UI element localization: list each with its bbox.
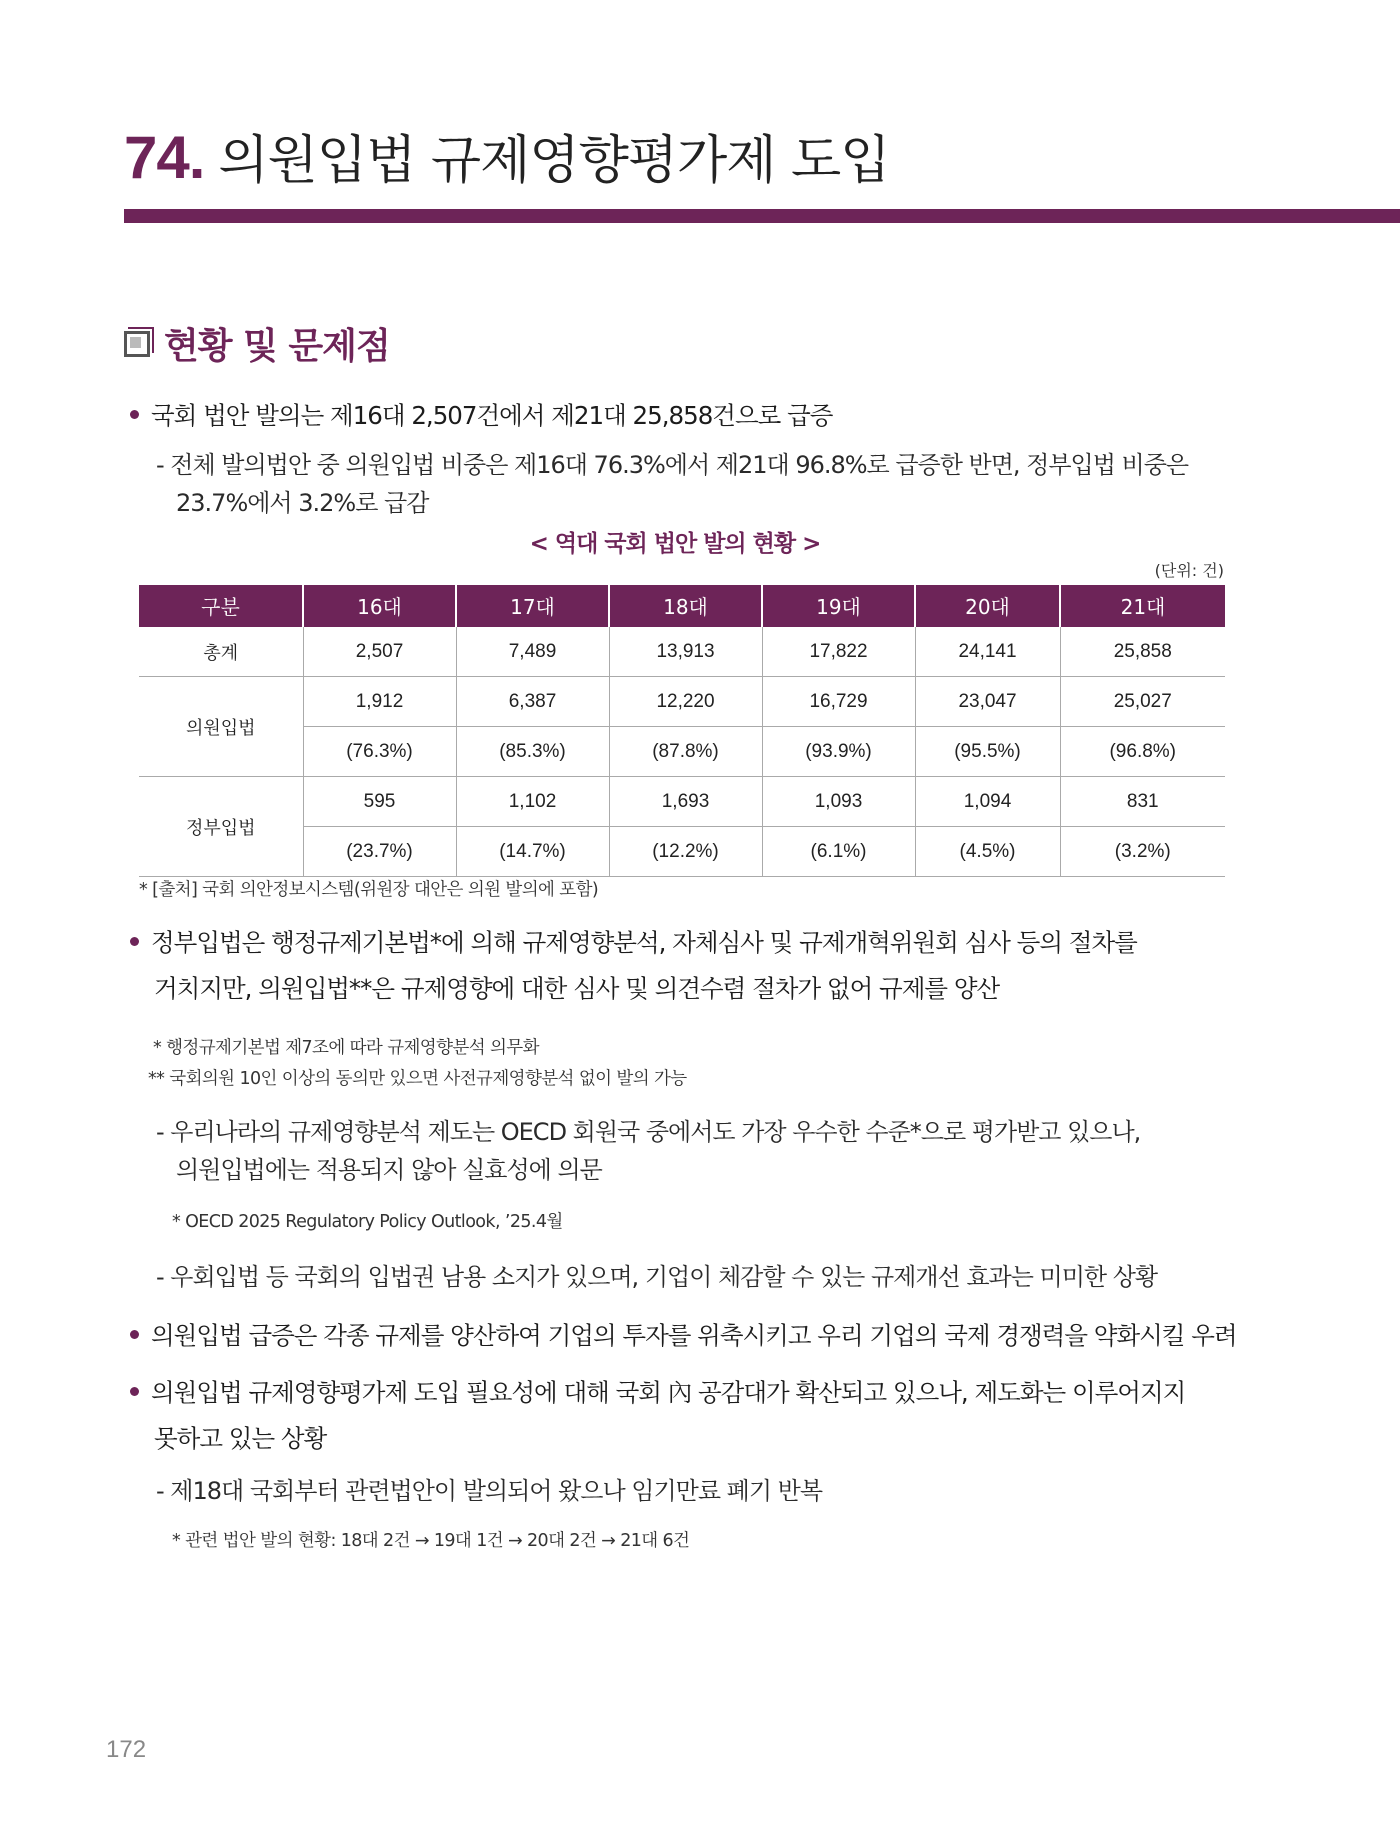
table-cell: 24,141	[915, 626, 1060, 677]
footnote-1: * 행정규제기본법 제7조에 따라 규제영향분석 의무화	[153, 1038, 539, 1058]
table-cell: (12.2%)	[609, 827, 762, 877]
bullet-1-text: 국회 법안 발의는 제16대 2,507건에서 제21대 25,858건으로 급증	[151, 401, 833, 430]
bullet-4-line1: 의원입법 규제영향평가제 도입 필요성에 대해 국회 內 공감대가 확산되고 있으나, 제도화는 이루어지지	[151, 1378, 1186, 1407]
table-caption: < 역대 국회 법안 발의 현황 >	[529, 531, 821, 557]
section-heading	[124, 318, 390, 369]
table-cell: 1,912	[303, 677, 456, 727]
bullet-2-line2: 거치지만, 의원입법**은 규제영향에 대한 심사 및 의견수렴 절차가 없어 규제를 양산	[154, 974, 1000, 1003]
footnote-2: ** 국회의원 10인 이상의 동의만 있으면 사전규제영향분석 없이 발의 가능	[148, 1069, 687, 1089]
title-number: 74.	[124, 124, 205, 191]
bullet-3	[130, 1313, 1237, 1359]
table-cell: (93.9%)	[762, 727, 915, 777]
bullet-2-dash-1-line1: - 우리나라의 규제영향분석 제도는 OECD 회원국 중에서도 가장 우수한 수준*으로 평가받고 있으나,	[156, 1118, 1141, 1146]
bill-statistics-table	[139, 585, 1225, 877]
table-header-cell: 16대	[303, 585, 456, 626]
table-cell: 1,093	[762, 777, 915, 827]
title-rule	[124, 209, 1400, 223]
table-cell: 595	[303, 777, 456, 827]
bullet-dot-icon	[130, 410, 139, 419]
table-cell: 12,220	[609, 677, 762, 727]
bullet-1-dash-line2: 23.7%에서 3.2%로 급감	[176, 489, 429, 517]
page-number: 172	[106, 1736, 147, 1763]
table-cell: 16,729	[762, 677, 915, 727]
table-header-cell: 21대	[1060, 585, 1225, 626]
table-cell: 1,693	[609, 777, 762, 827]
table-row-member-counts	[139, 677, 1225, 727]
bullet-4	[130, 1370, 1185, 1462]
square-bullet-icon	[124, 331, 150, 357]
table-cell: 23,047	[915, 677, 1060, 727]
table-cell: 7,489	[456, 626, 609, 677]
table-cell: 1,102	[456, 777, 609, 827]
bullet-2-dash-1-line2: 의원입법에는 적용되지 않아 실효성에 의문	[176, 1156, 602, 1184]
oecd-note: * OECD 2025 Regulatory Policy Outlook, ’25.4월	[172, 1212, 563, 1232]
bullet-4-dash-text: - 제18대 국회부터 관련법안이 발의되어 왔으나 임기만료 폐기 반복	[156, 1477, 823, 1505]
table-cell: (4.5%)	[915, 827, 1060, 877]
table-header-cell: 17대	[456, 585, 609, 626]
bullet-2-dash-2-text: - 우회입법 등 국회의 입법권 남용 소지가 있으며, 기업이 체감할 수 있는 규제개선 효과는 미미한 상황	[156, 1263, 1158, 1291]
table-cell: (23.7%)	[303, 827, 456, 877]
table-cell: 25,858	[1060, 626, 1225, 677]
table-source-note: * [출처] 국회 의안정보시스템(위원장 대안은 의원 발의에 포함)	[139, 880, 599, 900]
bullet-4-line2: 못하고 있는 상황	[154, 1424, 327, 1453]
table-header-row	[139, 585, 1225, 626]
section-title: 현황 및 문제점	[164, 326, 390, 367]
table-cell: (87.8%)	[609, 727, 762, 777]
bullet-2	[130, 920, 1137, 1012]
bullet-dot-icon	[130, 1330, 139, 1339]
table-cell: (76.3%)	[303, 727, 456, 777]
bullet-3-text: 의원입법 급증은 각종 규제를 양산하여 기업의 투자를 위축시키고 우리 기업의 국제 경쟁력을 약화시킬 우려	[151, 1321, 1237, 1350]
table-header-cell: 구분	[139, 585, 303, 626]
row-label: 의원입법	[139, 677, 303, 777]
table-cell: 2,507	[303, 626, 456, 677]
table-cell: 13,913	[609, 626, 762, 677]
table-cell: 1,094	[915, 777, 1060, 827]
bullet-1-dash	[156, 446, 1188, 522]
table-cell: (96.8%)	[1060, 727, 1225, 777]
table-cell: 25,027	[1060, 677, 1225, 727]
table-cell: (95.5%)	[915, 727, 1060, 777]
table-cell: (3.2%)	[1060, 827, 1225, 877]
table-header-cell: 19대	[762, 585, 915, 626]
table-cell: 17,822	[762, 626, 915, 677]
bullet-dot-icon	[130, 1387, 139, 1396]
bullet-2-dash-1	[156, 1113, 1140, 1189]
table-row-total	[139, 626, 1225, 677]
table-cell: (85.3%)	[456, 727, 609, 777]
table-cell: 831	[1060, 777, 1225, 827]
table-header-cell: 20대	[915, 585, 1060, 626]
related-bills-note: * 관련 법안 발의 현황: 18대 2건 → 19대 1건 → 20대 2건 → 21대 6건	[172, 1531, 690, 1551]
bullet-4-dash	[156, 1472, 822, 1510]
table-cell: (6.1%)	[762, 827, 915, 877]
bullet-1-dash-line1: - 전체 발의법안 중 의원입법 비중은 제16대 76.3%에서 제21대 96.8%로 급증한 반면, 정부입법 비중은	[156, 451, 1189, 479]
bullet-2-dash-2	[156, 1258, 1157, 1296]
bullet-2-line1: 정부입법은 행정규제기본법*에 의해 규제영향분석, 자체심사 및 규제개혁위원회 심사 등의 절차를	[151, 928, 1137, 957]
table-cell: (14.7%)	[456, 827, 609, 877]
table-cell: 6,387	[456, 677, 609, 727]
bullet-1	[130, 393, 832, 439]
table-header-cell: 18대	[609, 585, 762, 626]
table-row-gov-counts	[139, 777, 1225, 827]
row-label: 총계	[139, 626, 303, 677]
table-unit: (단위: 건)	[1154, 561, 1224, 580]
row-label: 정부입법	[139, 777, 303, 877]
title-text: 의원입법 규제영향평가제 도입	[218, 131, 890, 191]
page-title	[124, 118, 890, 193]
bullet-dot-icon	[130, 937, 139, 946]
